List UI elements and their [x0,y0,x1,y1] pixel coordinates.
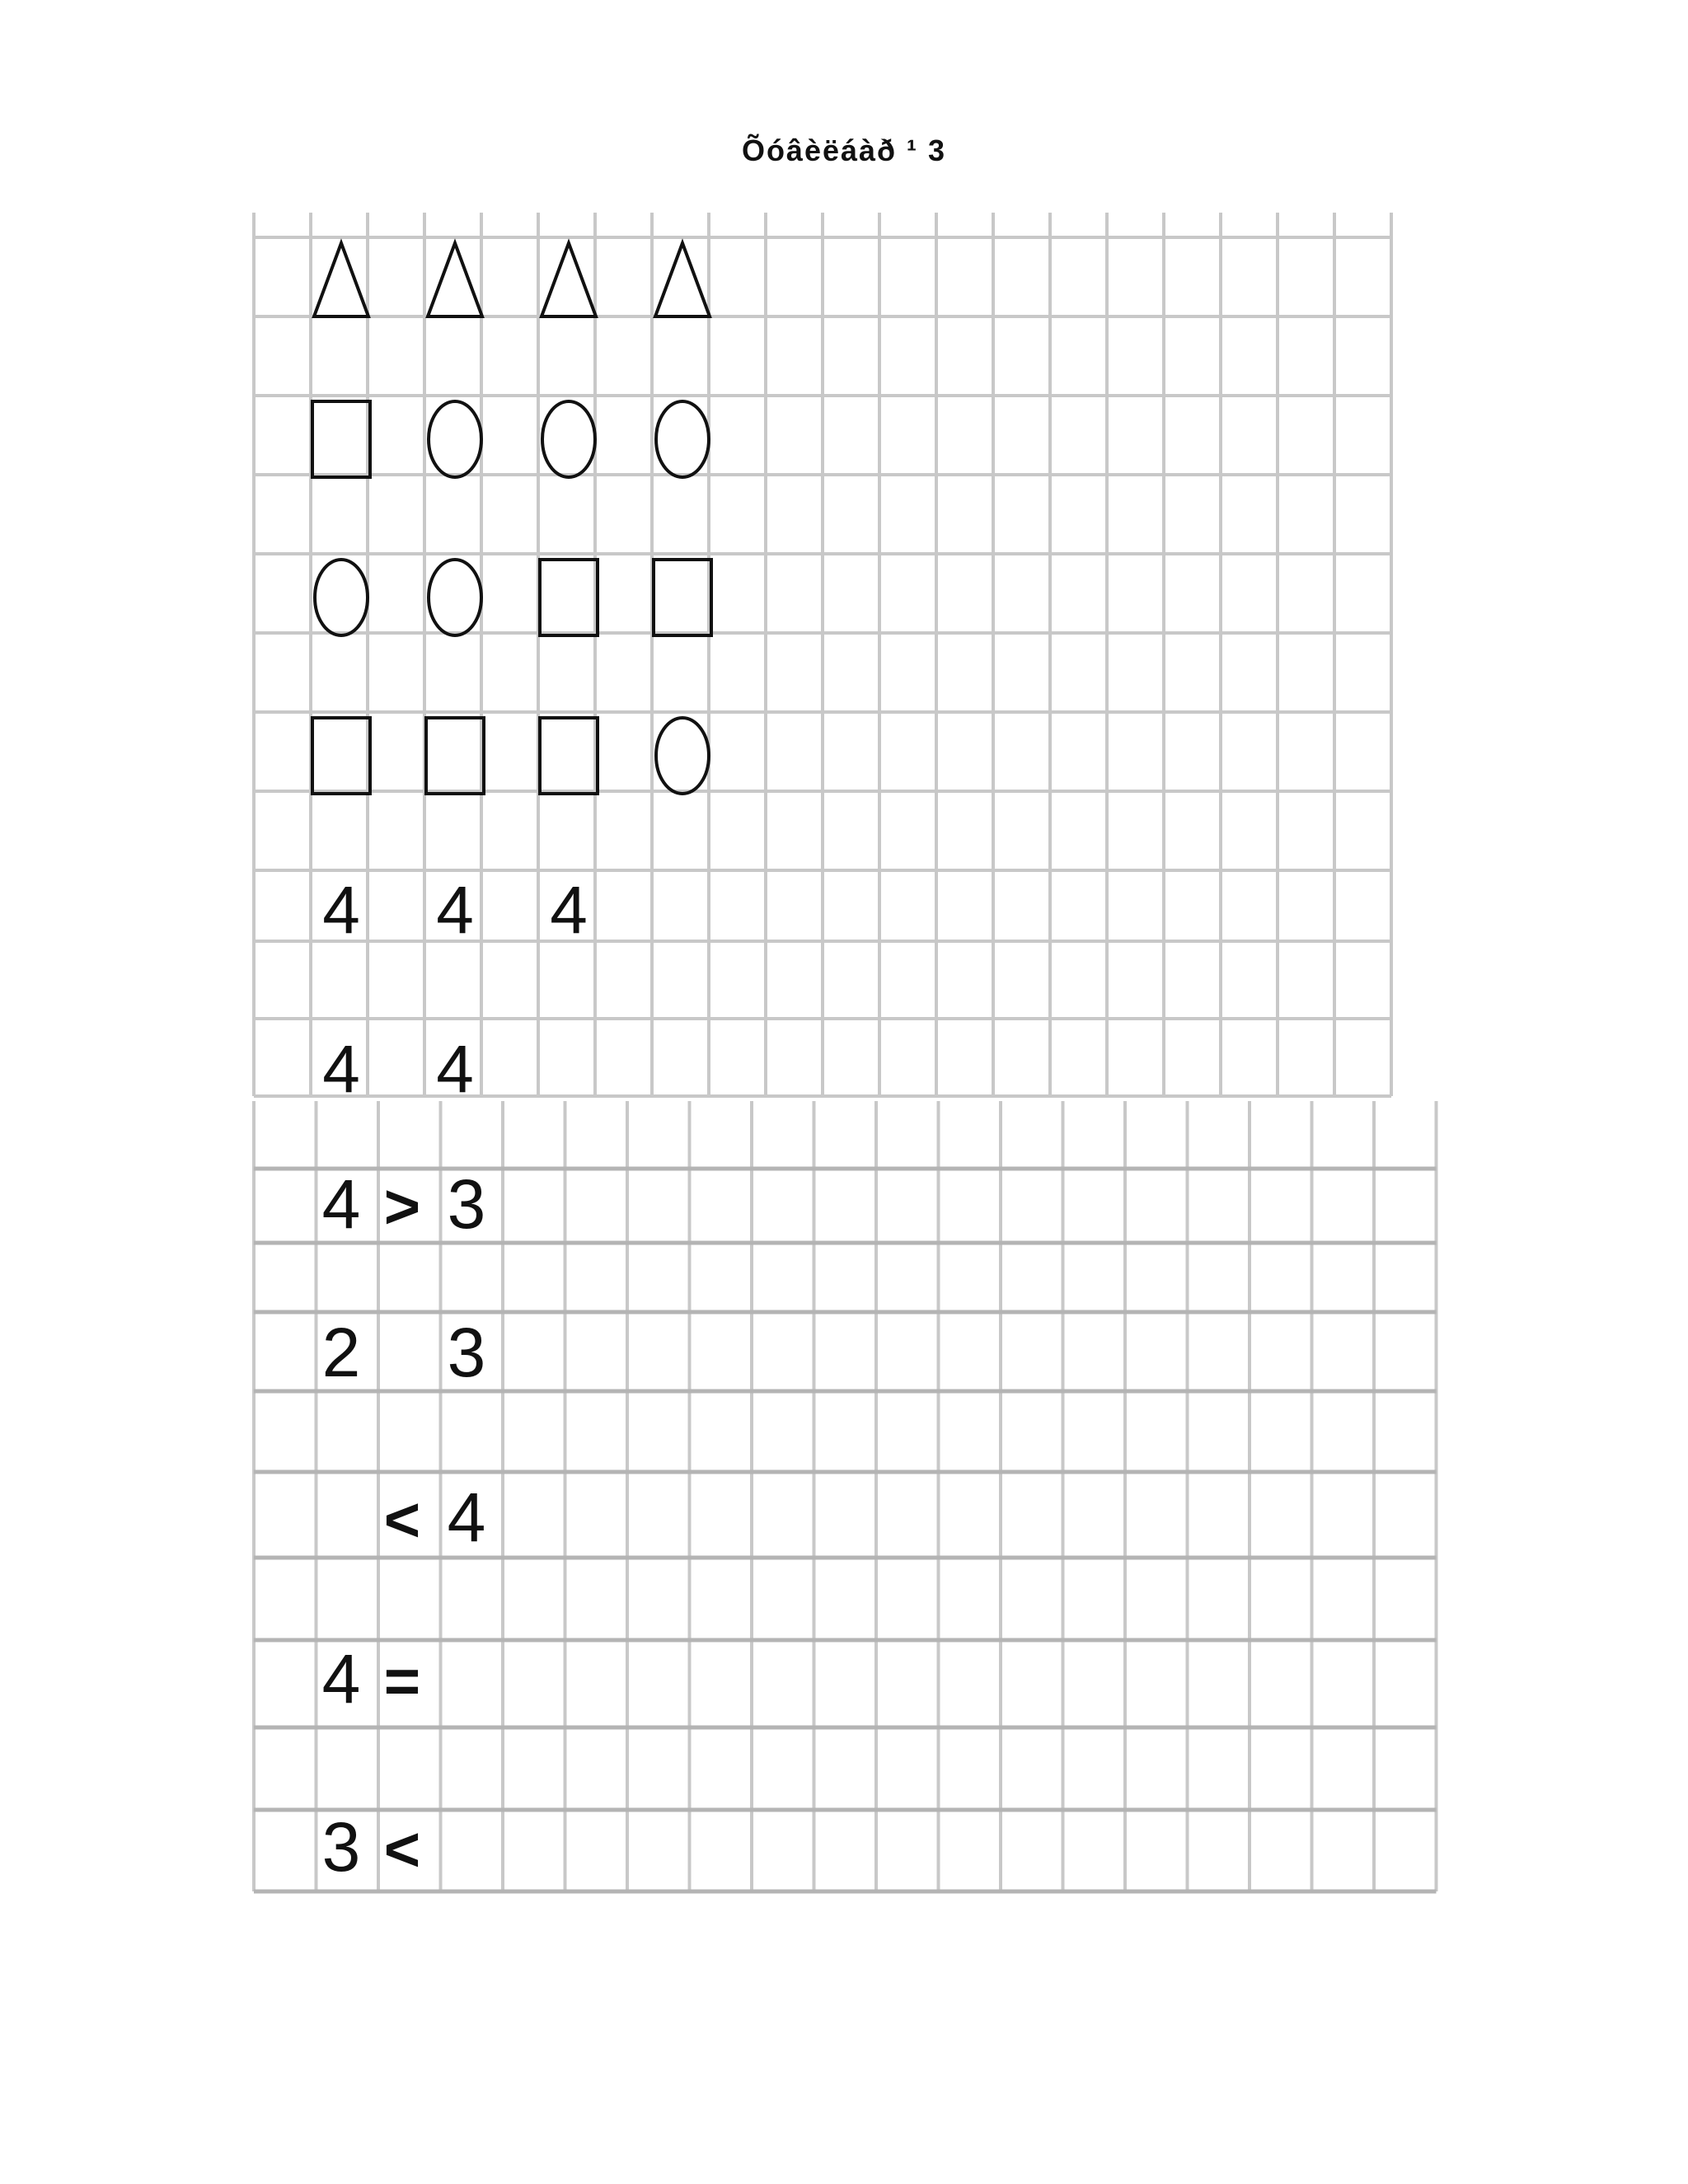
comparison-right-number: 3 [447,1165,486,1243]
digit-glyph: 4 [322,1032,360,1107]
page-title: Õóâèëáàð ¹ 3 [741,134,947,167]
circle-shape [429,401,481,477]
comparison-sign: > [383,1172,421,1242]
comparison-left-number: 2 [321,1314,361,1391]
comparison-rows [322,1165,486,1886]
digit-glyph: 4 [436,1032,474,1107]
comparison-sign: < [383,1485,421,1555]
triangle-shape [655,243,710,316]
digit-glyph: 4 [550,873,588,948]
square-shape [540,718,598,794]
comparison-sign: < [383,1815,421,1885]
circle-shape [315,560,368,635]
comparison-left-number: 4 [321,1640,361,1718]
circle-shape [429,560,481,635]
digit-glyph: 4 [436,873,474,948]
comparison-sign: = [383,1647,421,1717]
top-grid [254,213,1391,1096]
comparison-left-number: 4 [321,1165,361,1243]
triangle-shape [428,243,482,316]
bottom-grid [254,1101,1437,1891]
square-shape [312,401,370,477]
comparison-right-number: 4 [447,1479,486,1556]
circle-shape [542,401,595,477]
square-shape [426,718,484,794]
comparison-right-number: 3 [447,1314,486,1391]
comparison-left-number: 3 [321,1808,361,1886]
triangle-shape [542,243,596,316]
triangle-shape [314,243,368,316]
square-shape [654,560,711,635]
circle-shape [656,401,709,477]
digit-rows [322,873,588,1107]
square-shape [312,718,370,794]
digit-glyph: 4 [322,873,360,948]
circle-shape [656,718,709,794]
square-shape [540,560,598,635]
